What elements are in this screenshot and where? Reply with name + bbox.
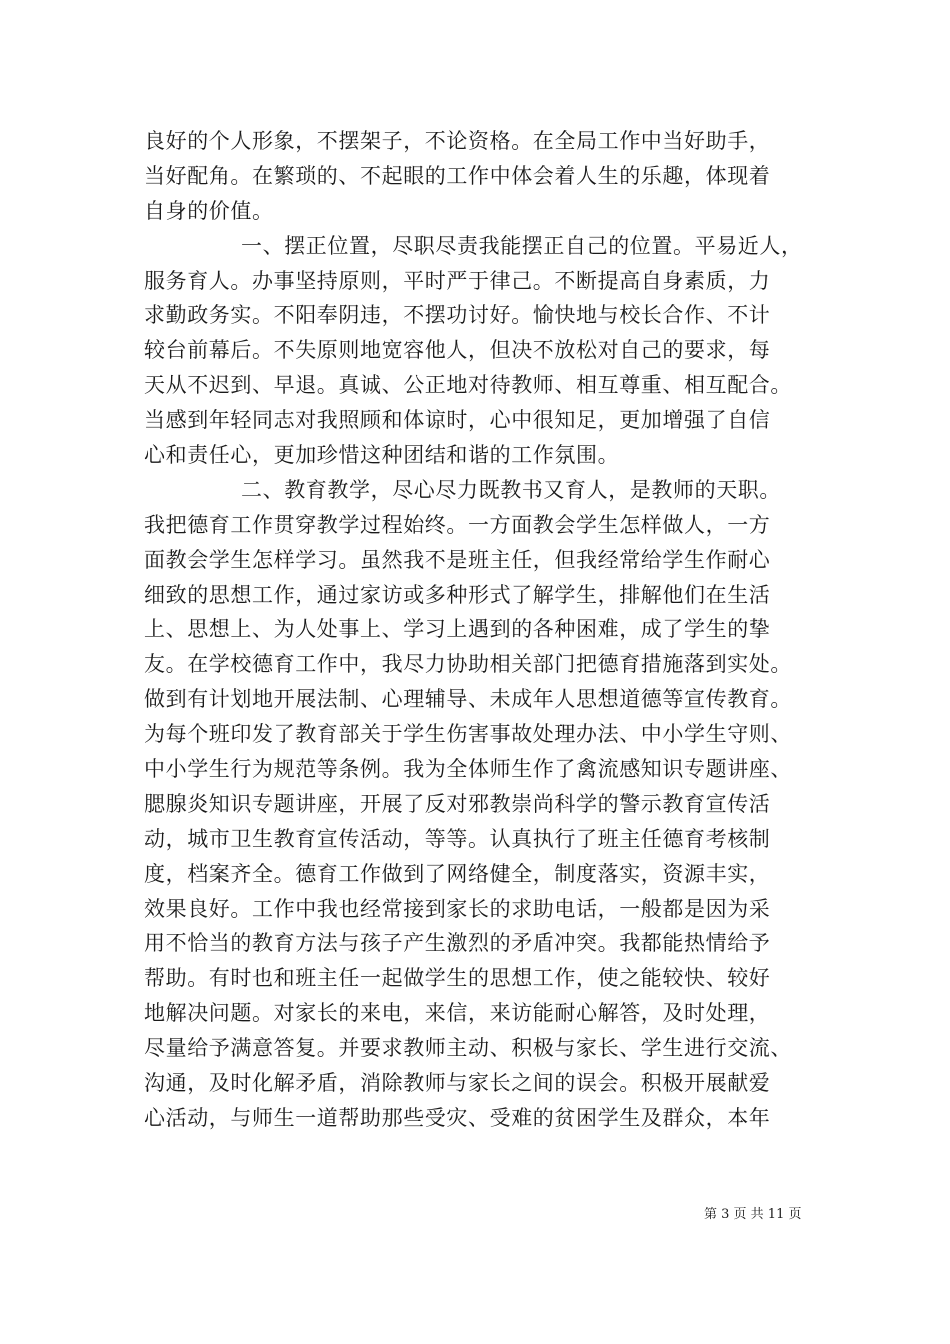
text-line: 为每个班印发了教育部关于学生伤害事故处理办法、中小学生守则、 (144, 722, 792, 747)
text-line: 腮腺炎知识专题讲座，开展了反对邪教崇尚科学的警示教育宣传活 (144, 791, 771, 816)
text-line: 心和责任心，更加珍惜这种团结和谐的工作氛围。 (144, 443, 620, 468)
text-line: 做到有计划地开展法制、心理辅导、未成年人思想道德等宣传教育。 (144, 687, 792, 712)
section-heading-line: 二、教育教学，尽心尽力既教书又育人，是教师的天职。 (241, 477, 781, 502)
page-number-footer: 第 3 页 共 11 页 (704, 1207, 802, 1222)
text-line: 效果良好。工作中我也经常接到家长的求助电话，一般都是因为采 (144, 896, 771, 921)
body-text (144, 124, 824, 1136)
text-line: 沟通，及时化解矛盾，消除教师与家长之间的误会。积极开展献爱 (144, 1071, 771, 1096)
text-line: 当感到年轻同志对我照顾和体谅时，心中很知足，更加增强了自信 (144, 408, 771, 433)
text-line: 面教会学生怎样学习。虽然我不是班主任，但我经常给学生作耐心 (144, 547, 771, 572)
text-line: 天从不迟到、早退。真诚、公正地对待教师、相互尊重、相互配合。 (144, 373, 792, 398)
text-line: 当好配角。在繁琐的、不起眼的工作中体会着人生的乐趣，体现着 (144, 163, 771, 188)
section-heading-line: 一、摆正位置，尽职尽责我能摆正自己的位置。平易近人， (241, 233, 803, 258)
text-line: 帮助。有时也和班主任一起做学生的思想工作，使之能较快、较好 (144, 966, 771, 991)
text-line: 动，城市卫生教育宣传活动，等等。认真执行了班主任德育考核制 (144, 826, 771, 851)
text-line: 心活动，与师生一道帮助那些受灾、受难的贫困学生及群众，本年 (144, 1105, 771, 1130)
text-line: 地解决问题。对家长的来电，来信，来访能耐心解答，及时处理， (144, 1001, 771, 1026)
text-line: 求勤政务实。不阳奉阴违，不摆功讨好。愉快地与校长合作、不计 (144, 303, 771, 328)
text-line: 细致的思想工作，通过家访或多种形式了解学生，排解他们在生活 (144, 582, 771, 607)
text-line: 尽量给予满意答复。并要求教师主动、积极与家长、学生进行交流、 (144, 1036, 792, 1061)
text-line: 中小学生行为规范等条例。我为全体师生作了禽流感知识专题讲座、 (144, 757, 792, 782)
text-line: 服务育人。办事坚持原则，平时严于律己。不断提高自身素质，力 (144, 268, 771, 293)
text-line: 良好的个人形象，不摆架子，不论资格。在全局工作中当好助手， (144, 129, 771, 153)
text-line: 我把德育工作贯穿教学过程始终。一方面教会学生怎样做人，一方 (144, 512, 771, 537)
text-line: 自身的价值。 (144, 198, 274, 223)
text-line: 用不恰当的教育方法与孩子产生激烈的矛盾冲突。我都能热情给予 (144, 931, 771, 956)
text-line: 较台前幕后。不失原则地宽容他人，但决不放松对自己的要求，每 (144, 338, 771, 363)
text-line: 上、思想上、为人处事上、学习上遇到的各种困难，成了学生的挚 (144, 617, 771, 642)
text-line: 度，档案齐全。德育工作做到了网络健全，制度落实，资源丰实， (144, 861, 771, 886)
text-line: 友。在学校德育工作中，我尽力协助相关部门把德育措施落到实处。 (144, 652, 792, 677)
